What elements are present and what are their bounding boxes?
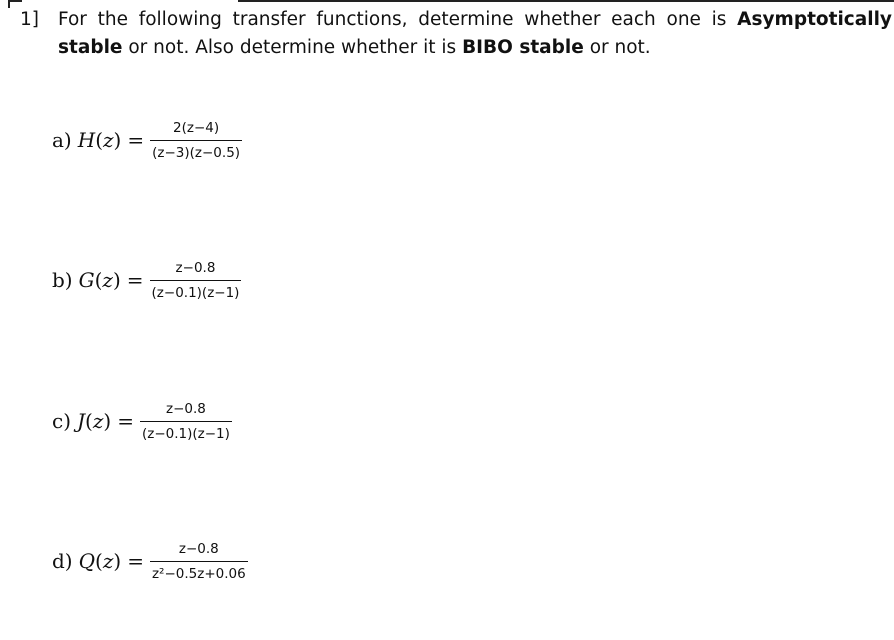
question-text-part-2: or not. Also determine whether it is xyxy=(122,37,463,58)
part-c-close-paren: ) xyxy=(103,409,112,433)
part-a-lhs xyxy=(52,128,121,152)
part-d-function-name: Q xyxy=(78,549,96,573)
part-c-variable: z xyxy=(92,409,104,433)
part-a-equals: = xyxy=(127,128,145,152)
part-b-numerator: z−0.8 xyxy=(175,259,216,276)
part-c-lhs xyxy=(52,409,111,433)
part-d-open-paren: ( xyxy=(95,549,103,573)
part-d-numerator: z−0.8 xyxy=(178,540,219,557)
part-a-function-name: H xyxy=(77,128,96,152)
part-b-function-name: G xyxy=(78,268,95,292)
part-b-variable: z xyxy=(102,268,113,292)
part-a-open-paren: ( xyxy=(95,128,103,152)
part-d-equation xyxy=(52,531,248,591)
part-b-fraction xyxy=(150,259,242,302)
part-b-close-paren: ) xyxy=(112,268,121,292)
top-border-corner xyxy=(8,0,10,8)
part-d-label: d) xyxy=(52,549,73,573)
part-b-denominator: (z−0.1)(z−1) xyxy=(150,280,242,302)
part-a-variable: z xyxy=(103,128,114,152)
part-a-label: a) xyxy=(52,128,72,152)
part-d-variable: z xyxy=(102,549,114,573)
question-number: 1] xyxy=(20,9,39,30)
part-b-equation xyxy=(52,250,241,310)
part-d-denominator: z²−0.5z+0.06 xyxy=(150,561,248,583)
question-text-part-1: For the following transfer functions, determine whether each one is xyxy=(58,9,738,30)
part-c-label: c) xyxy=(52,409,72,433)
part-c-open-paren: ( xyxy=(85,409,93,433)
question-bold-bibo: BIBO stable xyxy=(462,37,584,58)
part-c-fraction xyxy=(140,400,232,443)
part-a-close-paren: ) xyxy=(113,128,122,152)
part-c-denominator: (z−0.1)(z−1) xyxy=(140,421,232,443)
part-a-fraction xyxy=(150,119,242,162)
part-c-function-name: J xyxy=(77,409,86,433)
part-b-open-paren: ( xyxy=(94,268,103,292)
top-border-left xyxy=(8,0,22,2)
part-b-lhs xyxy=(52,268,121,292)
question-text xyxy=(58,6,892,62)
question-bold-asymptotic: Asymptotically stable xyxy=(58,9,892,58)
part-d-equals: = xyxy=(127,549,144,573)
part-a-denominator: (z−3)(z−0.5) xyxy=(150,140,242,162)
part-a-equation xyxy=(52,110,242,170)
question-text-part-3: or not. xyxy=(583,37,651,58)
part-a-numerator: 2(z−4) xyxy=(173,119,220,136)
part-c-equals: = xyxy=(117,409,134,433)
part-b-label: b) xyxy=(52,268,73,292)
part-d-fraction xyxy=(150,540,248,583)
part-b-equals: = xyxy=(126,268,144,292)
part-d-close-paren: ) xyxy=(113,549,122,573)
part-c-numerator: z−0.8 xyxy=(166,400,206,417)
part-c-equation xyxy=(52,391,232,451)
part-d-lhs xyxy=(52,549,121,573)
top-border-right xyxy=(238,0,894,2)
